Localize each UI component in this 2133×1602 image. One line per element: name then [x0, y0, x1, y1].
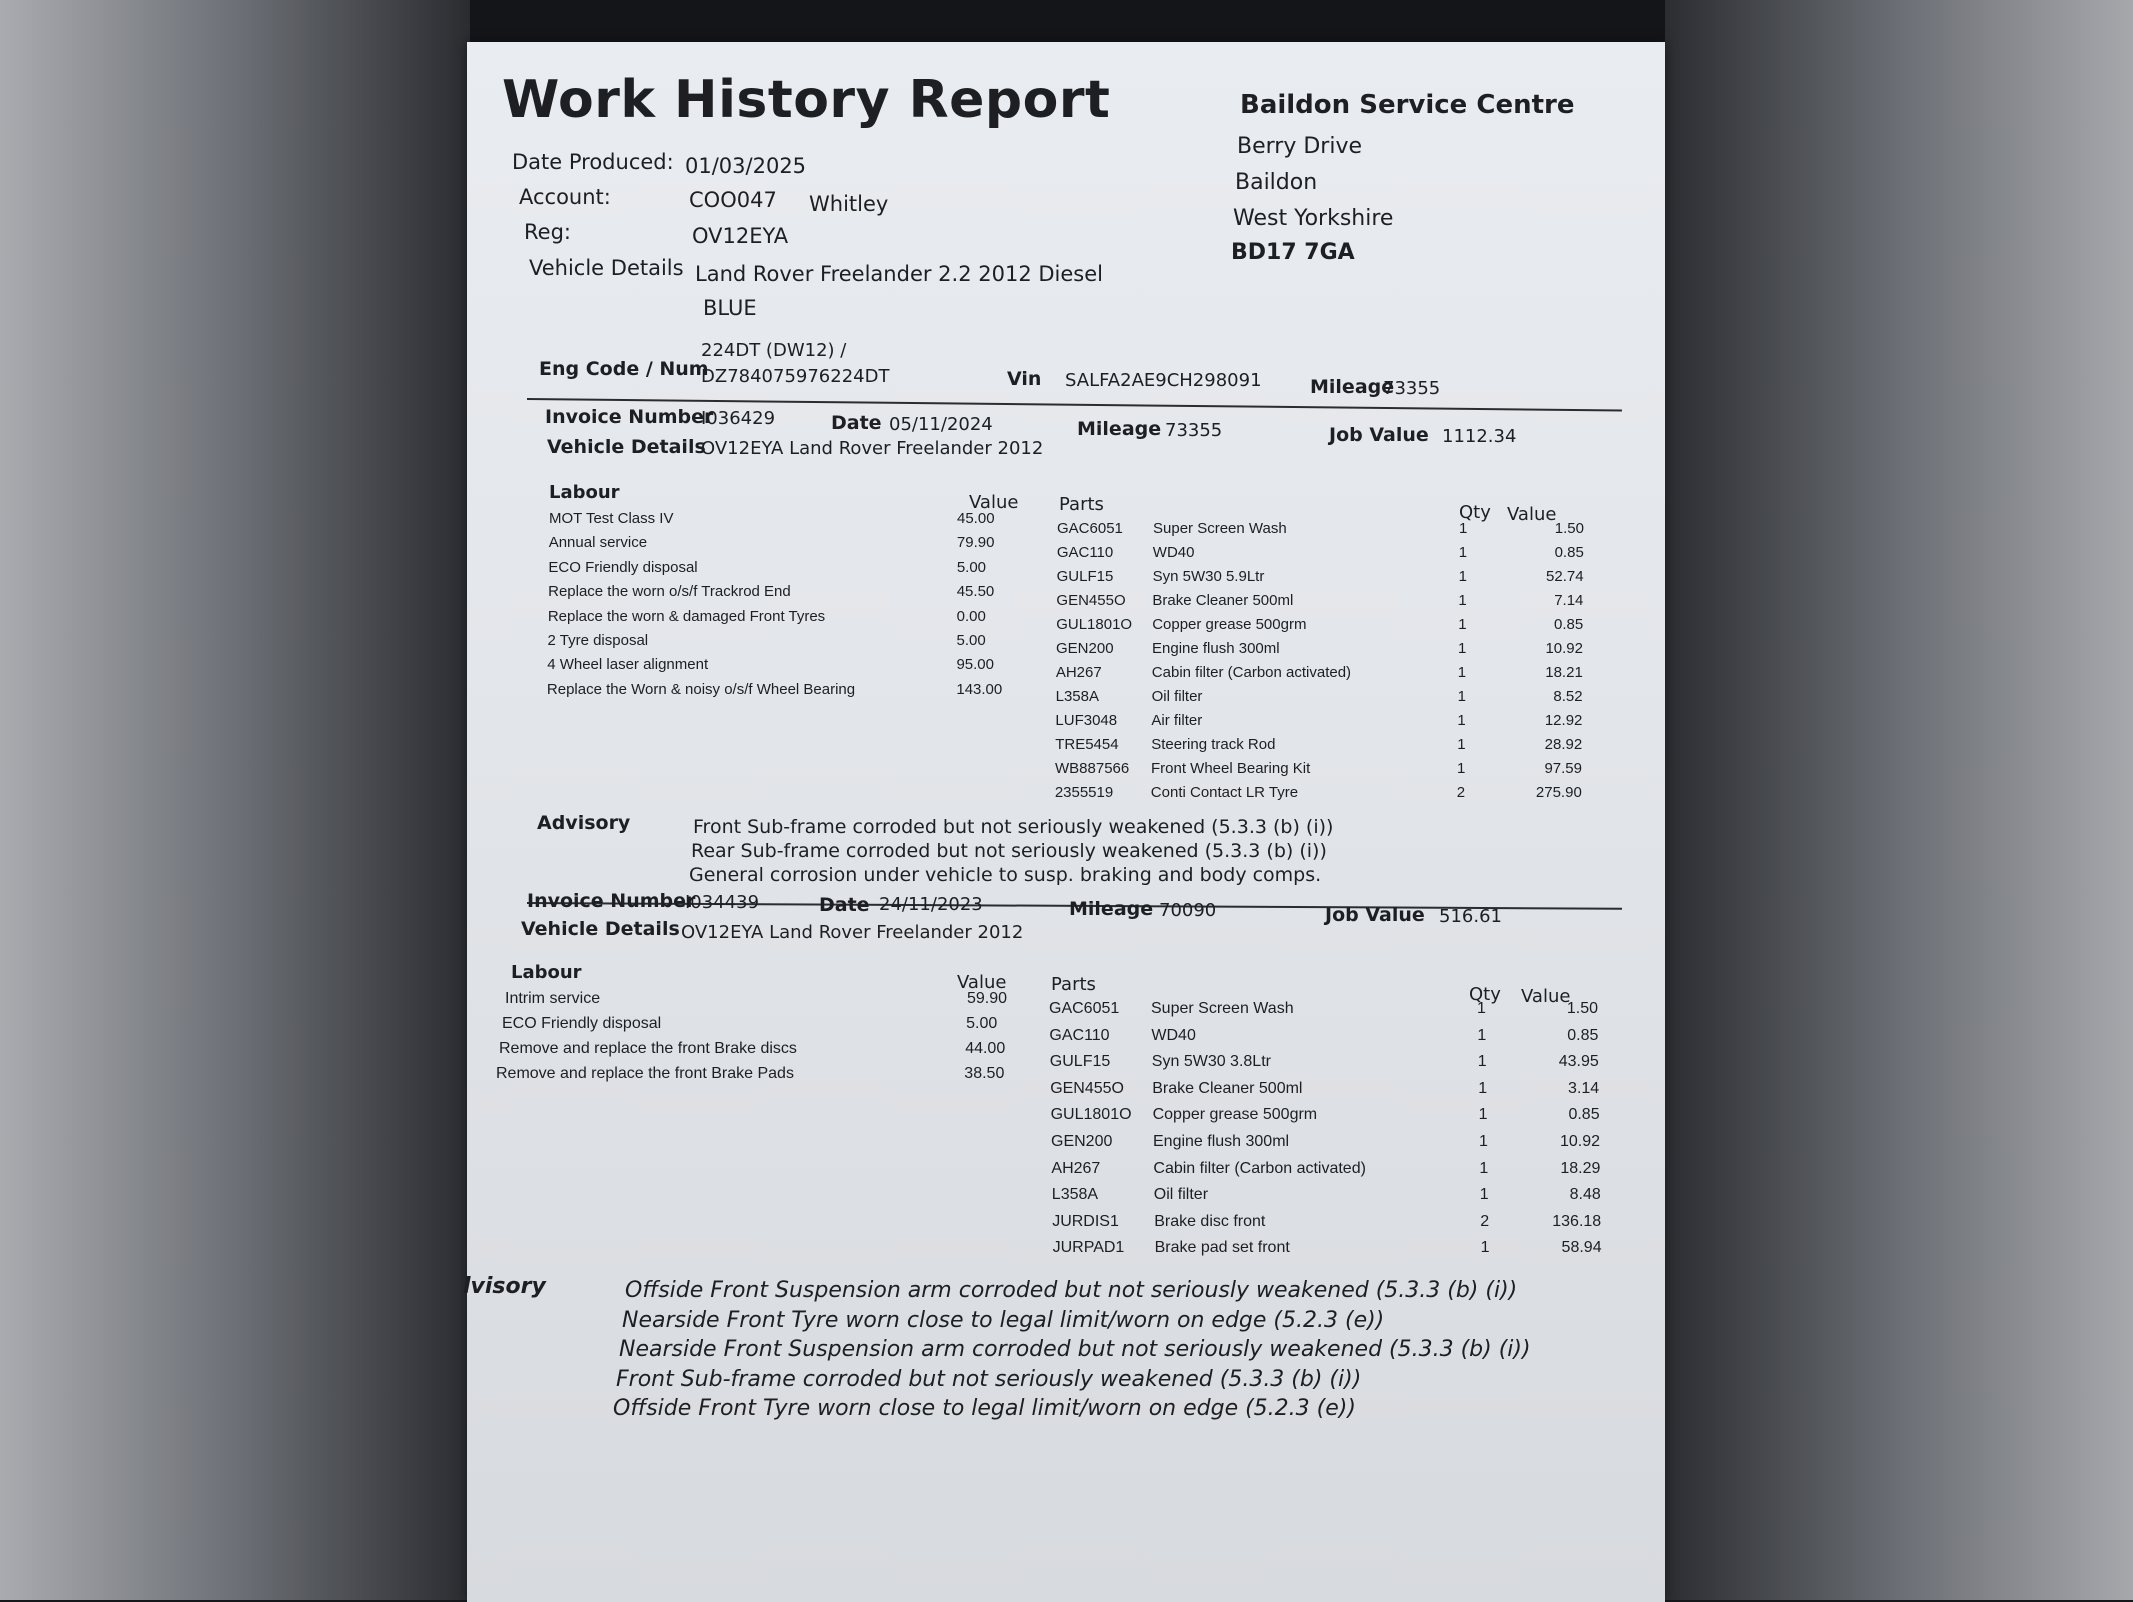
- part-value: 10.92: [1559, 1133, 1600, 1150]
- part-desc: Steering track Rod: [1151, 736, 1276, 753]
- part-desc: Oil filter: [1153, 1186, 1209, 1204]
- part-value: 0.85: [1553, 616, 1584, 633]
- part-desc: Cabin filter (Carbon activated): [1151, 664, 1352, 681]
- part-desc: Brake Cleaner 500ml: [1152, 592, 1294, 609]
- labour-item-desc: ECO Friendly disposal: [502, 1015, 662, 1032]
- part-code: L358A: [1055, 688, 1099, 705]
- invoice-1-number-label: Invoice Number: [545, 406, 714, 428]
- invoice-1-job-value: 1112.34: [1442, 426, 1517, 447]
- part-code: JURDIS1: [1052, 1212, 1119, 1230]
- invoice-2-labour-heading: Labour: [511, 962, 582, 983]
- part-qty: 1: [1458, 592, 1467, 609]
- centre-address-2: Baildon: [1235, 170, 1318, 195]
- labour-item-value: 44.00: [965, 1040, 1006, 1057]
- invoice-2-parts-heading: Parts: [1051, 974, 1096, 995]
- invoice-1-parts-value-heading: Value: [1507, 504, 1557, 525]
- part-qty: 1: [1457, 688, 1466, 705]
- part-desc: Cabin filter (Carbon activated): [1153, 1159, 1366, 1177]
- part-qty: 2: [1480, 1212, 1490, 1230]
- part-value: 1.50: [1554, 520, 1584, 537]
- labour-item-desc: 2 Tyre disposal: [547, 632, 649, 649]
- part-code: GAC110: [1049, 1026, 1110, 1044]
- part-qty: 1: [1458, 544, 1468, 561]
- invoice-1-vehicle: OV12EYA Land Rover Freelander 2012: [701, 438, 1044, 459]
- centre-name: Baildon Service Centre: [1240, 90, 1575, 120]
- background-right: [1665, 0, 2133, 1600]
- page-title: Work History Report: [502, 70, 1111, 130]
- part-value: 0.85: [1567, 1026, 1599, 1044]
- vehicle-colour: BLUE: [703, 296, 757, 320]
- labour-item-desc: Replace the worn o/s/f Trackrod End: [548, 583, 791, 601]
- advisory-item: Offside Front Tyre worn close to legal limit/worn on edge (5.2.3 (e)): [613, 1396, 1356, 1422]
- part-value: 8.48: [1569, 1186, 1601, 1204]
- part-code: GEN200: [1056, 640, 1114, 657]
- part-qty: 1: [1479, 1186, 1489, 1204]
- invoice-1-date: 05/11/2024: [889, 414, 993, 435]
- invoice-2-date-label: Date: [819, 894, 870, 916]
- part-value: 136.18: [1552, 1212, 1602, 1230]
- part-qty: 1: [1478, 1106, 1488, 1124]
- part-code: JURPAD1: [1052, 1239, 1125, 1257]
- part-value: 3.14: [1568, 1079, 1600, 1097]
- vin-value: SALFA2AE9CH298091: [1065, 370, 1262, 391]
- advisory-item: Nearside Front Suspension arm corroded but not seriously weakened (5.3.3 (b) (i)): [619, 1337, 1531, 1363]
- invoice-2-advisory-label: lvisory: [463, 1274, 546, 1299]
- part-desc: WD40: [1152, 544, 1195, 561]
- labour-item-desc: ECO Friendly disposal: [548, 558, 698, 576]
- invoice-2-parts-value-heading: Value: [1521, 986, 1571, 1007]
- advisory-item: Front Sub-frame corroded but not seriously weakened (5.3.3 (b) (i)): [693, 816, 1334, 838]
- centre-address-1: Berry Drive: [1237, 134, 1362, 159]
- part-qty: 1: [1479, 1159, 1489, 1177]
- part-value: 0.85: [1554, 544, 1584, 561]
- part-desc: Copper grease 500grm: [1152, 616, 1307, 633]
- part-desc: Air filter: [1151, 712, 1203, 729]
- part-code: AH267: [1051, 1159, 1101, 1177]
- part-desc: Engine flush 300ml: [1153, 1133, 1290, 1150]
- part-code: GEN455O: [1056, 592, 1126, 609]
- date-produced-value: 01/03/2025: [685, 154, 807, 178]
- part-value: 1.50: [1566, 1000, 1598, 1017]
- part-desc: Copper grease 500grm: [1152, 1106, 1318, 1124]
- part-qty: 1: [1477, 1026, 1487, 1044]
- date-produced-label: Date Produced:: [512, 150, 674, 174]
- part-code: GEN200: [1051, 1133, 1113, 1150]
- reg-label: Reg:: [524, 220, 571, 244]
- part-qty: 1: [1458, 616, 1467, 633]
- advisory-item: Front Sub-frame corroded but not seriously weakened (5.3.3 (b) (i)): [616, 1366, 1362, 1392]
- part-code: TRE5454: [1055, 736, 1119, 753]
- invoice-2-date: 24/11/2023: [879, 894, 983, 915]
- vin-label: Vin: [1007, 368, 1042, 390]
- mileage-value: 73355: [1383, 378, 1441, 399]
- part-value: 18.29: [1560, 1159, 1601, 1177]
- labour-item-value: 0.00: [956, 607, 986, 625]
- invoice-1-labour-value-heading: Value: [969, 492, 1019, 513]
- part-value: 52.74: [1546, 568, 1584, 585]
- part-desc: Conti Contact LR Tyre: [1150, 784, 1299, 801]
- advisory-item: Rear Sub-frame corroded but not seriously weakened (5.3.3 (b) (i)): [691, 840, 1327, 862]
- part-qty: 1: [1457, 760, 1466, 777]
- invoice-2-qty-heading: Qty: [1469, 984, 1501, 1005]
- invoice-2-vehicle: OV12EYA Land Rover Freelander 2012: [681, 922, 1024, 943]
- invoice-1-advisory-label: Advisory: [537, 812, 631, 834]
- part-qty: 1: [1458, 640, 1467, 657]
- labour-item-desc: MOT Test Class IV: [549, 510, 674, 527]
- invoice-1-mileage-label: Mileage: [1077, 418, 1162, 440]
- part-qty: 1: [1479, 1133, 1488, 1150]
- vehicle-details-label: Vehicle Details: [529, 256, 684, 280]
- report-page: [463, 42, 1665, 1602]
- part-code: GEN455O: [1050, 1079, 1124, 1097]
- part-qty: 1: [1480, 1239, 1490, 1257]
- labour-item-desc: Annual service: [548, 534, 648, 552]
- labour-item-desc: Remove and replace the front Brake discs: [499, 1040, 797, 1057]
- part-desc: Brake Cleaner 500ml: [1152, 1079, 1303, 1097]
- part-code: GAC110: [1056, 544, 1114, 561]
- labour-item-value: 45.50: [956, 583, 995, 601]
- part-value: 12.92: [1544, 712, 1583, 729]
- part-value: 10.92: [1545, 640, 1583, 657]
- part-code: GUL1801O: [1050, 1106, 1132, 1124]
- eng-code-value-2: DZ784075976224DT: [701, 366, 890, 387]
- part-value: 43.95: [1558, 1053, 1599, 1071]
- part-qty: 1: [1459, 520, 1468, 537]
- part-value: 8.52: [1553, 688, 1583, 705]
- invoice-2-job-value-label: Job Value: [1325, 904, 1425, 926]
- advisory-item: Offside Front Suspension arm corroded but not seriously weakened (5.3.3 (b) (i)): [625, 1278, 1518, 1303]
- part-qty: 1: [1477, 1000, 1486, 1017]
- labour-item-desc: Remove and replace the front Brake Pads: [496, 1065, 794, 1082]
- part-qty: 1: [1458, 568, 1467, 585]
- invoice-1-mileage: 73355: [1165, 420, 1223, 441]
- part-code: LUF3048: [1055, 712, 1118, 729]
- labour-item-desc: Replace the Worn & noisy o/s/f Wheel Bearing: [546, 680, 856, 698]
- part-desc: Oil filter: [1151, 688, 1203, 705]
- invoice-1-labour-heading: Labour: [549, 482, 620, 503]
- part-qty: 2: [1456, 784, 1466, 801]
- account-name: Whitley: [809, 192, 889, 216]
- eng-code-label: Eng Code / Num: [539, 358, 709, 380]
- reg-value: OV12EYA: [692, 224, 789, 248]
- part-code: GAC6051: [1049, 1000, 1120, 1017]
- advisory-item: General corrosion under vehicle to susp. braking and body comps.: [689, 864, 1322, 886]
- invoice-1-job-value-label: Job Value: [1329, 424, 1429, 446]
- part-desc: Syn 5W30 5.9Ltr: [1152, 568, 1265, 585]
- vehicle-details-value: Land Rover Freelander 2.2 2012 Diesel: [695, 262, 1103, 286]
- mileage-label: Mileage: [1310, 376, 1395, 398]
- part-code: GAC6051: [1057, 520, 1123, 537]
- part-code: L358A: [1051, 1186, 1099, 1204]
- invoice-1-qty-heading: Qty: [1459, 502, 1491, 523]
- account-value: COO047: [689, 188, 777, 212]
- labour-item-value: 38.50: [964, 1065, 1005, 1082]
- labour-item-desc: Intrim service: [505, 990, 601, 1007]
- part-qty: 1: [1457, 664, 1467, 681]
- centre-postcode: BD17 7GA: [1231, 240, 1355, 265]
- invoice-1-vehicle-label: Vehicle Details: [547, 436, 706, 458]
- centre-address-3: West Yorkshire: [1233, 206, 1394, 231]
- labour-item-value: 5.00: [966, 1015, 998, 1032]
- labour-item-value: 45.00: [957, 510, 995, 527]
- invoice-1-date-label: Date: [831, 412, 882, 434]
- labour-item-value: 5.00: [956, 558, 987, 576]
- invoice-1-parts-heading: Parts: [1059, 494, 1104, 515]
- part-desc: Brake pad set front: [1154, 1239, 1290, 1257]
- invoice-2-job-value: 516.61: [1439, 906, 1502, 927]
- part-qty: 1: [1457, 736, 1466, 753]
- part-value: 28.92: [1544, 736, 1583, 753]
- invoice-2-mileage: 70090: [1159, 900, 1217, 921]
- labour-item-value: 5.00: [956, 632, 986, 649]
- part-code: WB887566: [1055, 760, 1130, 777]
- part-code: GUL1801O: [1056, 616, 1133, 633]
- part-code: GULF15: [1049, 1053, 1111, 1071]
- part-desc: Super Screen Wash: [1153, 520, 1287, 537]
- part-value: 97.59: [1544, 760, 1582, 777]
- account-label: Account:: [519, 185, 611, 209]
- part-value: 18.21: [1545, 664, 1583, 681]
- labour-item-value: 79.90: [956, 534, 995, 552]
- labour-item-value: 59.90: [967, 990, 1008, 1007]
- part-code: AH267: [1055, 664, 1102, 681]
- background-left: [0, 0, 470, 1600]
- labour-item-value: 95.00: [956, 656, 994, 674]
- part-value: 275.90: [1535, 784, 1582, 801]
- part-code: GULF15: [1056, 568, 1114, 585]
- part-desc: Super Screen Wash: [1151, 1000, 1294, 1017]
- labour-item-desc: Replace the worn & damaged Front Tyres: [547, 607, 826, 625]
- part-desc: Brake disc front: [1154, 1212, 1266, 1230]
- eng-code-value-1: 224DT (DW12) /: [701, 340, 847, 361]
- part-qty: 1: [1477, 1053, 1487, 1071]
- part-qty: 1: [1457, 712, 1466, 729]
- part-value: 58.94: [1561, 1239, 1602, 1257]
- part-value: 0.85: [1568, 1106, 1600, 1124]
- part-desc: Syn 5W30 3.8Ltr: [1151, 1053, 1271, 1071]
- invoice-2-number-label: Invoice Number: [527, 890, 696, 912]
- invoice-2-labour-value-heading: Value: [957, 972, 1007, 993]
- part-qty: 1: [1478, 1079, 1488, 1097]
- invoice-2-number: I034439: [685, 892, 760, 913]
- invoice-2-mileage-label: Mileage: [1069, 898, 1154, 920]
- part-desc: Engine flush 300ml: [1152, 640, 1280, 657]
- labour-item-desc: 4 Wheel laser alignment: [547, 656, 709, 674]
- advisory-item: Nearside Front Tyre worn close to legal limit/worn on edge (5.2.3 (e)): [622, 1307, 1385, 1333]
- labour-item-value: 143.00: [956, 680, 1003, 698]
- part-desc: WD40: [1151, 1026, 1196, 1044]
- invoice-2-vehicle-label: Vehicle Details: [521, 918, 680, 940]
- part-desc: Front Wheel Bearing Kit: [1151, 760, 1311, 777]
- invoice-1-number: I036429: [701, 408, 776, 429]
- part-code: 2355519: [1054, 784, 1114, 801]
- part-value: 7.14: [1554, 592, 1584, 609]
